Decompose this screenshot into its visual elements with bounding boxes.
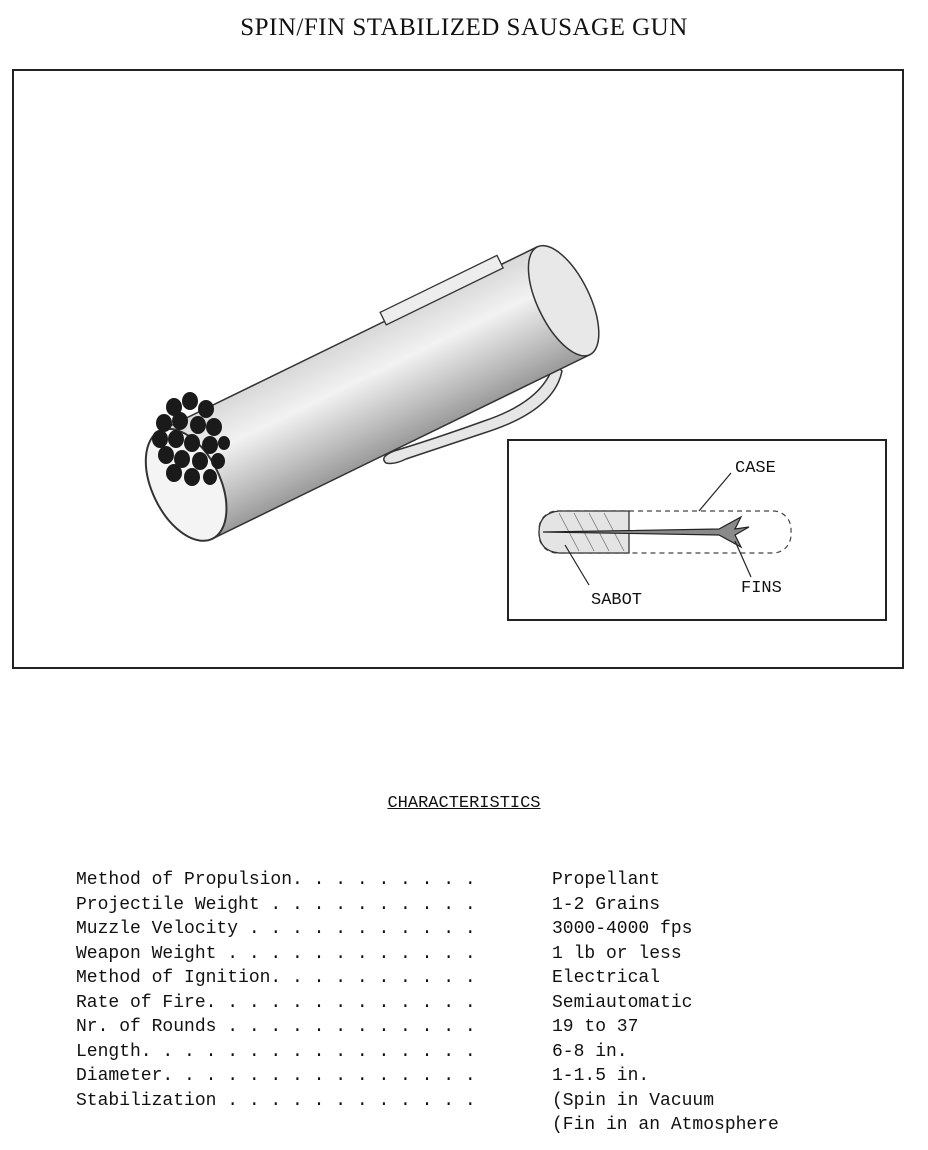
spec-label: Muzzle Velocity . . . . . . . . . . . (76, 919, 476, 939)
spec-value: Electrical (552, 968, 661, 988)
illustration-frame (12, 69, 904, 669)
spec-label: Length. . . . . . . . . . . . . . . . (76, 1041, 476, 1062)
spec-label: Projectile Weight . . . . . . . . . . (76, 894, 476, 915)
fins-leader (735, 541, 751, 577)
case-leader (699, 473, 731, 511)
sabot-label: SABOT (591, 591, 643, 610)
spec-value: 1-1.5 in. (552, 1066, 650, 1086)
spec-label: Weapon Weight . . . . . . . . . . . . (76, 943, 476, 964)
spec-label: Rate of Fire. . . . . . . . . . . . . (76, 992, 476, 1013)
spec-value: 1-2 Grains (552, 894, 661, 915)
characteristics-heading-text: CHARACTERISTICS (387, 794, 541, 813)
spec-label: Diameter. . . . . . . . . . . . . . . (76, 1066, 476, 1086)
spec-row (76, 942, 779, 967)
projectile-diagram (509, 441, 885, 619)
characteristics-table (76, 868, 779, 1138)
spec-value: (Spin in Vacuum (552, 1090, 715, 1111)
spec-row (76, 966, 779, 991)
projectile-detail-inset (507, 439, 887, 621)
page-title: SPIN/FIN STABILIZED SAUSAGE GUN (240, 14, 688, 41)
fins-label: FINS (741, 579, 782, 598)
spec-value: 19 to 37 (552, 1017, 639, 1037)
spec-label (76, 1113, 552, 1138)
characteristics-heading (0, 794, 928, 813)
spec-label: Nr. of Rounds . . . . . . . . . . . . (76, 1017, 476, 1037)
spec-value: Semiautomatic (552, 992, 693, 1013)
spec-label: Method of Ignition. . . . . . . . . . (76, 968, 476, 988)
spec-row (76, 1040, 779, 1065)
spec-label: Stabilization . . . . . . . . . . . . (76, 1090, 476, 1111)
spec-row (76, 1015, 779, 1040)
spec-row (76, 991, 779, 1016)
spec-row (76, 917, 779, 942)
spec-label: Method of Propulsion. . . . . . . . . (76, 870, 476, 890)
spec-row (76, 893, 779, 918)
spec-value: 6-8 in. (552, 1041, 628, 1062)
spec-value: 3000-4000 fps (552, 919, 693, 939)
spec-row (76, 1089, 779, 1114)
spec-value: (Fin in an Atmosphere (552, 1115, 779, 1135)
spec-row (76, 868, 779, 893)
case-label: CASE (735, 459, 776, 478)
spec-row (76, 1064, 779, 1089)
spec-value: 1 lb or less (552, 943, 682, 964)
spec-row (76, 1113, 779, 1138)
spec-value: Propellant (552, 870, 661, 890)
